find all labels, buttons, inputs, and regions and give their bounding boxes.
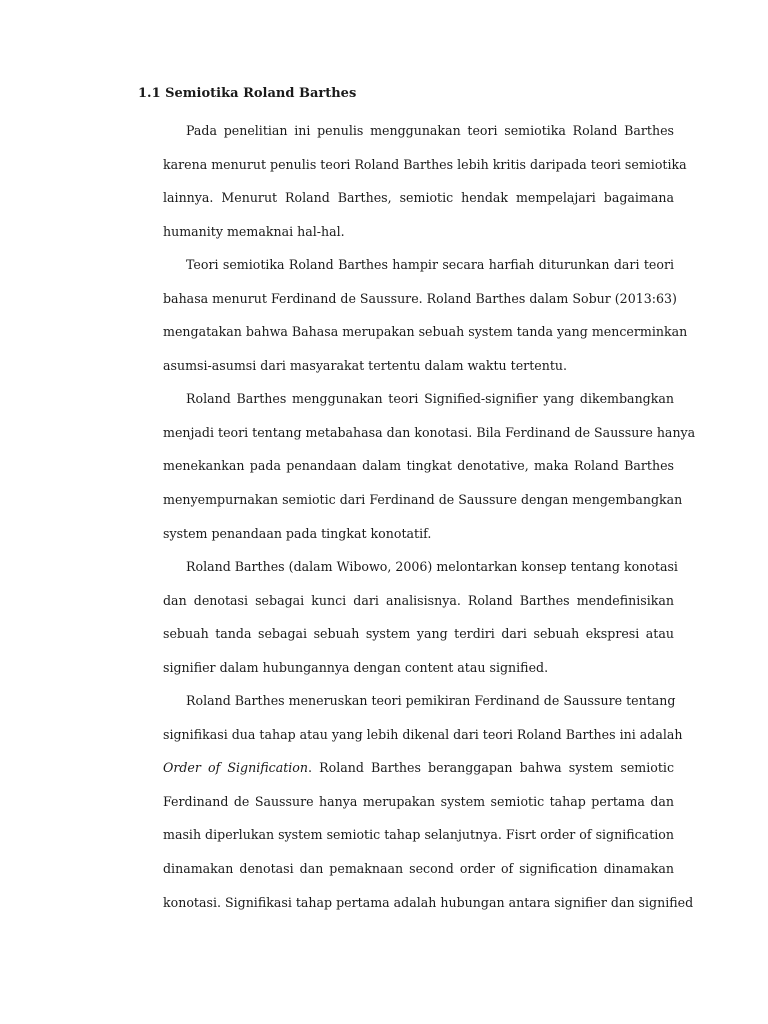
paragraph-line: lainnya. Menurut Roland Barthes, semiotic hendak mempelajari bagaimana <box>163 190 674 206</box>
paragraph-line: masih diperlukan system semiotic tahap selanjutnya. Fisrt order of signification <box>163 827 674 843</box>
document-body <box>163 114 696 919</box>
paragraph-2 <box>163 248 688 382</box>
paragraph-line: dinamakan denotasi dan pemaknaan second order of signification dinamakan <box>163 861 674 877</box>
paragraph-line: system penandaan pada tingkat konotatif. <box>163 525 432 541</box>
paragraph-line: sebuah tanda sebagai sebuah system yang terdiri dari sebuah ekspresi atau <box>163 626 674 642</box>
paragraph-line: asumsi-asumsi dari masyarakat tertentu dalam waktu tertentu. <box>163 357 567 373</box>
emphasis-term: Order of Signification <box>163 760 308 776</box>
paragraph-line: karena menurut penulis teori Roland Barthes lebih kritis daripada teori semiotika <box>163 156 687 172</box>
paragraph-line: signifier dalam hubungannya dengan content atau signified. <box>163 659 549 675</box>
paragraph-line: menyempurnakan semiotic dari Ferdinand de Saussure dengan mengembangkan <box>163 492 683 508</box>
paragraph-line: Roland Barthes meneruskan teori pemikiran Ferdinand de Saussure tentang <box>186 693 676 709</box>
paragraph-line: konotasi. Signifikasi tahap pertama adalah hubungan antara signifier dan signified <box>163 894 694 910</box>
paragraph-line: Roland Barthes menggunakan teori Signified-signifier yang dikembangkan <box>186 391 674 407</box>
paragraph-line <box>163 751 674 785</box>
paragraph-line: signifikasi dua tahap atau yang lebih dikenal dari teori Roland Barthes ini adalah <box>163 726 683 742</box>
paragraph-line: Pada penelitian ini penulis menggunakan teori semiotika Roland Barthes <box>186 123 674 138</box>
paragraph-line: menekankan pada penandaan dalam tingkat denotative, maka Roland Barthes <box>163 458 674 474</box>
paragraph-line: mengatakan bahwa Bahasa merupakan sebuah system tanda yang mencerminkan <box>163 324 688 340</box>
paragraph-line: menjadi teori tentang metabahasa dan konotasi. Bila Ferdinand de Saussure hanya <box>163 424 696 440</box>
line-remainder: . Roland Barthes beranggapan bahwa system semiotic <box>308 760 674 776</box>
paragraph-5 <box>163 684 694 919</box>
section-heading: 1.1 Semiotika Roland Barthes <box>138 86 357 101</box>
paragraph-line: Ferdinand de Saussure hanya merupakan system semiotic tahap pertama dan <box>163 793 674 809</box>
paragraph-line: dan denotasi sebagai kunci dari analisisnya. Roland Barthes mendefinisikan <box>163 592 674 608</box>
paragraph-line: bahasa menurut Ferdinand de Saussure. Roland Barthes dalam Sobur (2013:63) <box>163 290 677 306</box>
paragraph-4 <box>163 550 678 684</box>
paragraph-line: humanity memaknai hal-hal. <box>163 223 345 239</box>
paragraph-line: Teori semiotika Roland Barthes hampir secara harfiah diturunkan dari teori <box>186 257 674 273</box>
paragraph-line: Roland Barthes (dalam Wibowo, 2006) melontarkan konsep tentang konotasi <box>186 559 678 575</box>
paragraph-1 <box>163 114 687 248</box>
paragraph-3 <box>163 382 696 550</box>
